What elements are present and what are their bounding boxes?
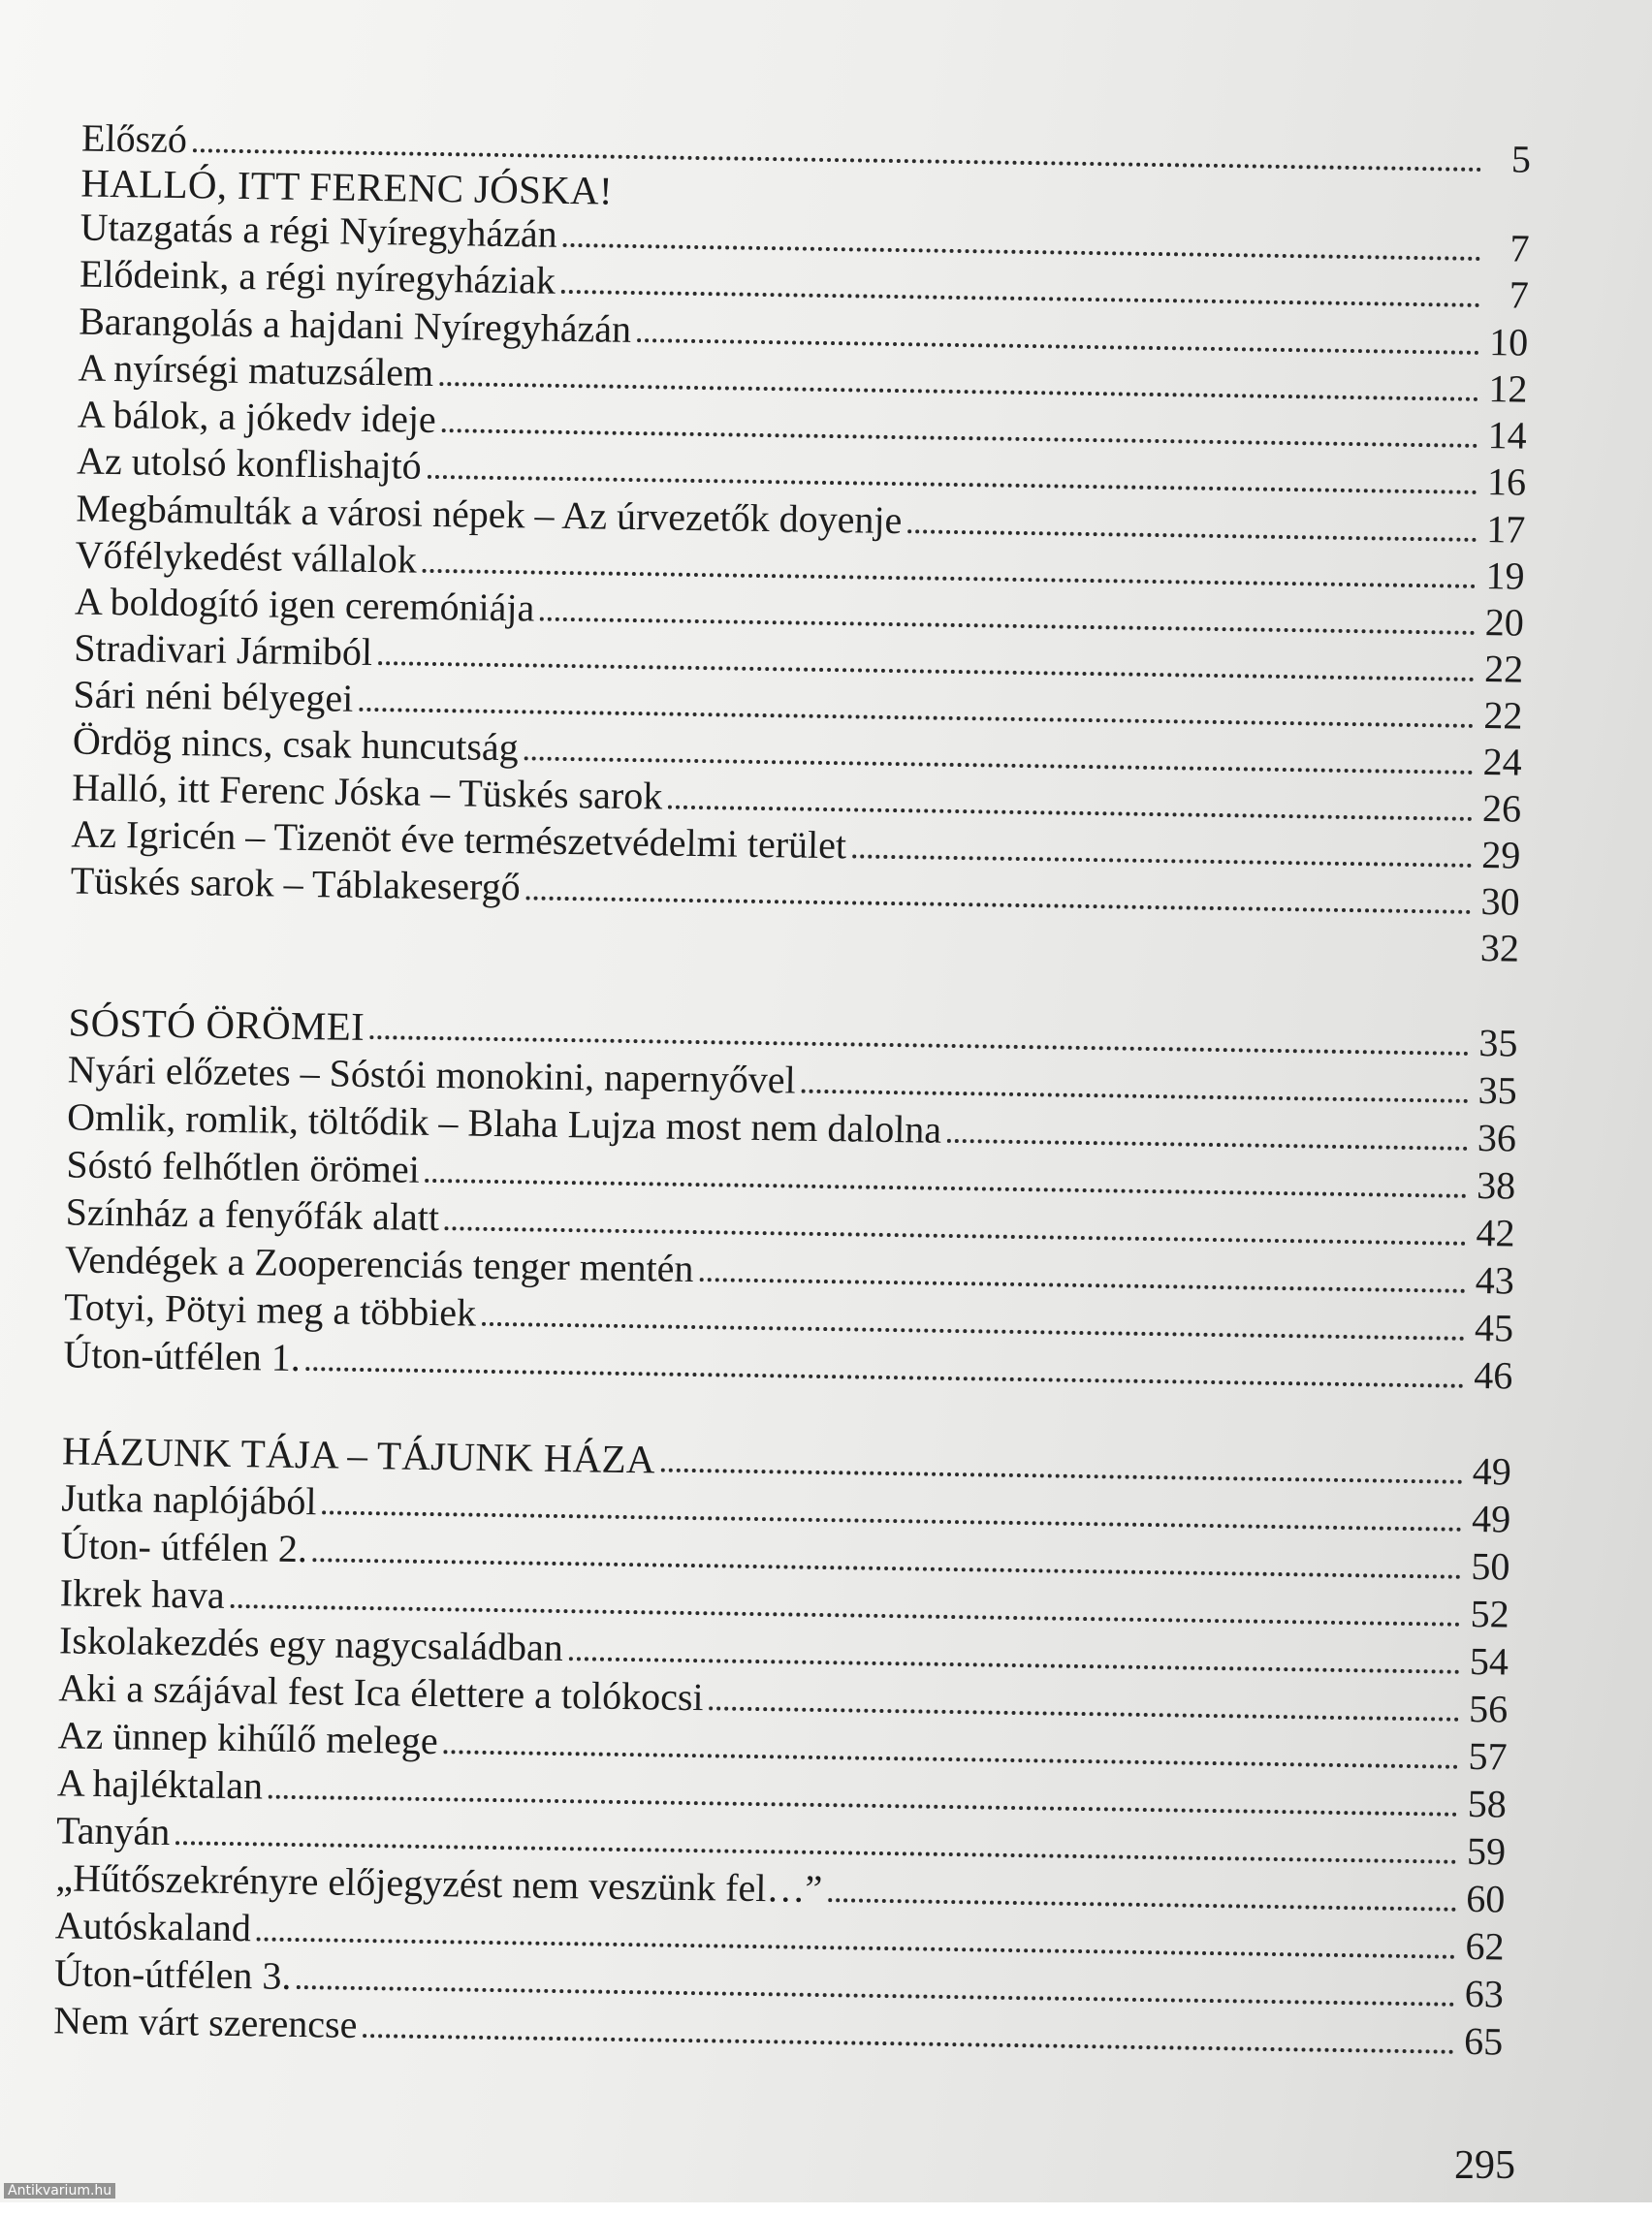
toc-entry-page: 56	[1468, 1686, 1509, 1731]
toc-entry-title: Az utolsó konflishajtó	[76, 438, 423, 488]
toc-entry-page: 32	[1479, 926, 1520, 970]
toc-entry-page: 38	[1476, 1163, 1516, 1208]
toc-entry-page: 16	[1486, 459, 1527, 504]
toc-entry-page: 36	[1477, 1116, 1517, 1160]
toc-entry-page: 10	[1488, 320, 1529, 364]
toc-entry-page: 43	[1475, 1257, 1515, 1303]
toc-entry-page: 20	[1484, 600, 1525, 645]
toc-entry-title: Totyi, Pötyi meg a többiek	[63, 1284, 477, 1335]
toc-entry-title: Nem várt szerencse	[52, 1998, 358, 2046]
toc-entry-title: Halló, itt Ferenc Jóska – Tüskés sarok	[71, 765, 663, 818]
toc-entry-page: 65	[1463, 2018, 1504, 2064]
toc-entry-title: Autóskaland	[54, 1903, 252, 1950]
watermark: Antikvarium.hu	[4, 2183, 115, 2199]
toc-entry-page: 17	[1485, 507, 1526, 552]
page-number: 295	[1454, 2143, 1515, 2188]
toc-entry-page: 22	[1483, 647, 1524, 691]
toc-entry-page: 29	[1480, 833, 1521, 877]
toc-entry-page: 26	[1481, 786, 1522, 831]
toc-entry-title: Tüskés sarok – Táblakesergő	[70, 858, 522, 909]
toc-entry-page: 19	[1485, 554, 1525, 598]
toc-entry-page: 49	[1471, 1496, 1511, 1541]
toc-entry-title: A bálok, a jókedv ideje	[77, 392, 437, 441]
toc-entry-title: Úton-útfélen 3.	[53, 1950, 292, 1998]
dot-leader	[363, 2034, 1454, 2054]
toc-entry-title: Sári néni bélyegei	[73, 672, 354, 720]
toc-entry-page: 35	[1477, 1068, 1518, 1113]
toc-entry-title: Barangolás a hajdani Nyíregyházán	[78, 299, 632, 351]
blank-leader	[76, 940, 1471, 961]
toc-entry-title: Utazgatás a régi Nyíregyházán	[79, 205, 558, 256]
toc-entry-title: Ördög nincs, csak huncutság	[72, 718, 520, 770]
toc-entry-page: 46	[1474, 1352, 1513, 1398]
toc-entry-title: A boldogító igen ceremóniája	[74, 579, 535, 630]
toc-entry-title: Tanyán	[55, 1808, 171, 1854]
section-title: HALLÓ, ITT FERENC JÓSKA!	[80, 160, 614, 213]
toc-entry-title: Ikrek hava	[59, 1570, 226, 1617]
toc-entry-title: Aki a szájával fest Ica élettere a tolókocsi	[58, 1665, 704, 1720]
toc-entry-page: 14	[1487, 413, 1528, 458]
toc-entry-page: 12	[1488, 366, 1528, 411]
toc-entry-title: Jutka naplójából	[60, 1475, 317, 1524]
toc-entry-page: 62	[1465, 1923, 1505, 1969]
toc-entry-title: Iskolakezdés egy nagycsaládban	[58, 1618, 564, 1670]
toc-entry-page: 58	[1467, 1781, 1508, 1826]
toc-entry-page: 5	[1510, 137, 1532, 181]
toc-entry-page: 42	[1476, 1210, 1515, 1255]
section-title: HÁZUNK TÁJA – TÁJUNK HÁZA	[61, 1428, 656, 1482]
toc-entry-page: 63	[1464, 1971, 1505, 2016]
toc-entry-page: 45	[1474, 1305, 1514, 1350]
toc-entry-title: Az Igricén – Tizenöt éve természetvédelmi terület	[71, 811, 847, 868]
toc-entry-page: 24	[1482, 740, 1523, 784]
toc-entry-title: A hajléktalan	[56, 1760, 264, 1808]
toc-entry-page: 30	[1480, 879, 1520, 924]
toc-entry-title: Elődeink, a régi nyíregyháziak	[79, 251, 556, 302]
toc-entry-title: Úton-útfélen 1.	[63, 1332, 302, 1380]
toc-entry-page: 49	[1472, 1448, 1512, 1494]
toc-entry-title: Előszó	[80, 115, 188, 162]
toc-entry-page: 52	[1470, 1591, 1510, 1636]
toc-entry-title: Vőfélykedést vállalok	[75, 532, 418, 582]
toc-entry-title: „Hűtőszekrényre előjegyzést nem veszünk fel…”	[55, 1855, 823, 1912]
toc-entry-title: Sóstó felhőtlen örömei	[66, 1142, 421, 1191]
toc-entry-page: 7	[1509, 272, 1530, 317]
toc-entry-title: Nyári előzetes – Sóstói monokini, napernyővel	[67, 1047, 797, 1102]
toc-entry-title: Stradivari Jármiból	[73, 625, 373, 675]
section-title: SÓSTÓ ÖRÖMEI	[68, 999, 365, 1049]
toc-entry-page: 60	[1466, 1876, 1506, 1921]
toc-entry-page: 35	[1478, 1021, 1518, 1065]
toc-entry-title: Vendégek a Zooperenciás tenger mentén	[64, 1237, 694, 1291]
toc-entry-title: Úton- útfélen 2.	[60, 1523, 308, 1571]
toc-entry-title: Megbámulták a városi népek – Az úrvezetők doyenje	[76, 486, 903, 543]
toc-entry-title: Az ünnep kihűlő melege	[57, 1713, 439, 1763]
dot-leader	[306, 1367, 1465, 1388]
toc-entry-page: 22	[1483, 693, 1523, 738]
toc-entry-title: Színház a fenyőfák alatt	[65, 1189, 440, 1240]
toc-entry-page: 50	[1471, 1543, 1510, 1589]
toc-entry-title: A nyírségi matuzsálem	[78, 345, 434, 395]
toc-entry-page: 7	[1509, 226, 1530, 270]
toc-entry-page: 59	[1466, 1828, 1507, 1874]
toc-entry-page: 54	[1469, 1638, 1509, 1684]
toc-entry-title: Omlik, romlik, töltődik – Blaha Lujza most nem dalolna	[66, 1094, 942, 1152]
toc-entry-page: 57	[1468, 1733, 1508, 1779]
